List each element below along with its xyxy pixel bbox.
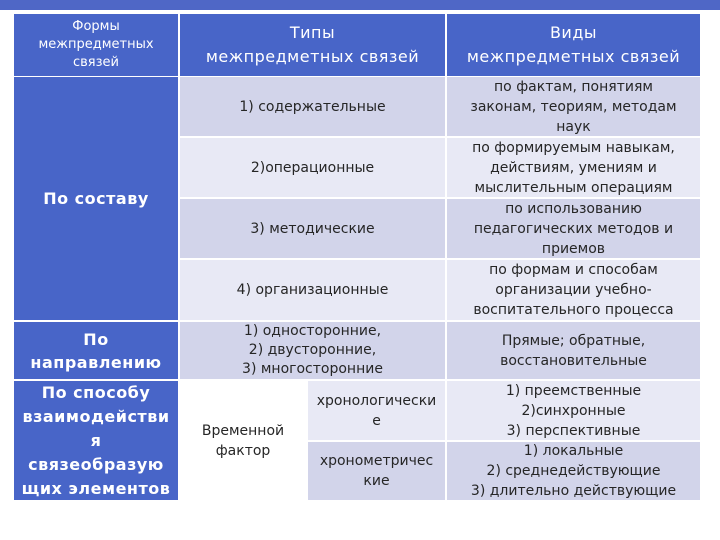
header-forms: Формы межпредметных связей xyxy=(14,14,178,76)
time-factor: Временной фактор xyxy=(180,381,306,500)
kind-direction: Прямые; обратные, восстановительные xyxy=(447,322,700,379)
header-kinds: Виды межпредметных связей xyxy=(447,14,700,76)
header-types: Типы межпредметных связей xyxy=(180,14,445,76)
type-direction: 1) односторонние, 2) двусторонние, 3) многосторонние xyxy=(180,322,445,379)
kind-chronological: 1) преемственные 2)синхронные 3) перспективные xyxy=(447,381,700,440)
row-label-direction: По направлению xyxy=(14,322,178,379)
type-organizational: 4) организационные xyxy=(180,260,445,320)
type-operational: 2)операционные xyxy=(180,138,445,197)
row-label-composition: По составу xyxy=(14,77,178,320)
type-methodical: 3) методические xyxy=(180,199,445,258)
top-accent-bar xyxy=(0,0,720,10)
kind-organizational: по формам и способам организации учебно- воспитательного процесса xyxy=(447,260,700,320)
type-content: 1) содержательные xyxy=(180,77,445,136)
subtype-chronometric: хронометричес кие xyxy=(308,442,445,500)
row-label-interaction: По способу взаимодействи я связеобразую щих элементов xyxy=(14,381,178,500)
kind-operational: по формируемым навыкам, действиям, умениям и мыслительным операциям xyxy=(447,138,700,197)
kind-content: по фактам, понятиям законам, теориям, методам наук xyxy=(447,77,700,136)
kind-chronometric: 1) локальные 2) среднедействующие 3) длительно действующие xyxy=(447,442,700,500)
kind-methodical: по использованию педагогических методов и приемов xyxy=(447,199,700,258)
subtype-chronological: хронологически е xyxy=(308,381,445,440)
